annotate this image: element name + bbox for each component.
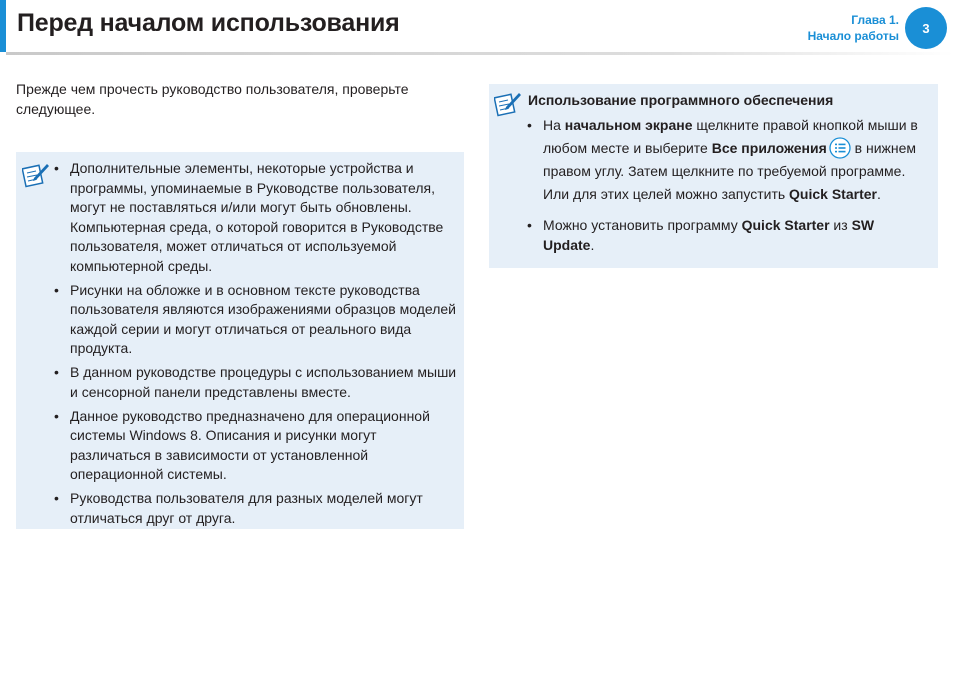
list-item: • Руководства пользователя для разных моделей могут отличаться друг от друга. [54, 489, 458, 528]
chapter-title: Начало работы [807, 29, 899, 43]
item-text: в нижнем правом углу. Затем щелкните по требуемой программе. Или для этих целей можно запустить [543, 140, 917, 203]
notice-list [54, 159, 458, 533]
page-number-badge: 3 [905, 7, 947, 49]
software-list [527, 114, 929, 255]
note-pencil-icon [22, 162, 50, 188]
quick-starter-term: Quick Starter [741, 217, 830, 234]
all-apps-term: Все приложения [711, 140, 827, 156]
page-title: Перед началом использования [17, 9, 400, 37]
item-text: из [829, 217, 852, 234]
list-item [527, 114, 929, 206]
intro-paragraph: Прежде чем прочесть руководство пользователя, проверьте следующее. [16, 81, 409, 117]
item-text: щелкните правой кнопкой мыши в любом месте и выберите [543, 117, 918, 156]
start-screen-term: начальном экране [564, 117, 693, 133]
list-item: • Рисунки на обложке и в основном тексте руководства пользователя являются изображениями образцов моделей каждой серии и могут отличаться от реального вида продукта. [54, 281, 458, 359]
chapter-label [808, 12, 899, 44]
list-item: • Данное руководство предназначено для операционной системы Windows 8. Описания и рисунки могут различаться в зависимости от установленной операционной системы. [54, 407, 458, 485]
list-item [527, 216, 929, 255]
header-divider [6, 52, 954, 55]
item-text: . [876, 186, 881, 203]
software-box [489, 84, 938, 268]
item-text: . [590, 236, 595, 253]
note-pencil-icon [494, 91, 522, 117]
chapter-number: Глава 1. [851, 13, 899, 27]
item-text: Можно установить программу [543, 217, 742, 234]
list-item: • В данном руководстве процедуры с использованием мыши и сенсорной панели представлены вместе. [54, 363, 458, 402]
item-text: На [543, 117, 565, 133]
quick-starter-term: Quick Starter [789, 186, 877, 203]
all-apps-icon [829, 137, 851, 159]
header-accent-bar [0, 0, 6, 52]
sw-update-term: SW Update [543, 217, 875, 253]
list-item: • Дополнительные элементы, некоторые устройства и программы, упоминаемые в Руководстве пользователя, могут не поставляться и/или могут быть обновлены. Компьютерная среда, о которой говорится в Руководстве пользователя, может отличаться от используемой компьютерной среды. [54, 159, 458, 276]
notice-box [16, 152, 464, 529]
software-box-heading: Использование программного обеспечения [528, 92, 834, 108]
